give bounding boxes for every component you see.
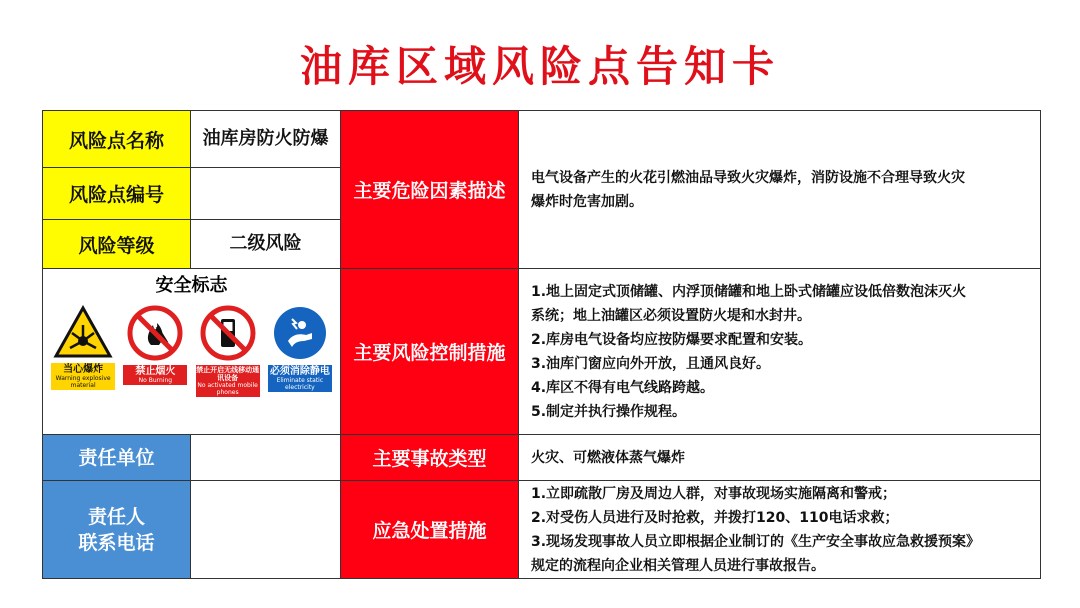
responsible-unit-label: 责任单位 — [43, 435, 191, 481]
emergency-value: 1.立即疏散厂房及周边人群，对事故现场实施隔离和警戒； 2.对受伤人员进行及时抢救，并拨打120、110电话求救； 3.现场发现事故人员立即根据企业制订的《生产安全事故应急救援预案》 规定的流程向企业相关管理人员进行事故报告。 — [519, 481, 1041, 579]
safety-signs-panel — [43, 269, 341, 435]
risk-notice-card — [42, 110, 1041, 579]
risk-level-label: 风险等级 — [43, 220, 191, 269]
sign-no-phone — [196, 305, 260, 397]
sign-explosion-label: 当心爆炸 Warning explosive material — [51, 363, 115, 390]
no-phone-icon — [200, 305, 256, 361]
risk-name-label: 风险点名称 — [43, 111, 191, 168]
risk-level-value: 二级风险 — [191, 220, 341, 269]
sign-static — [268, 305, 332, 397]
page-title: 油库区域风险点告知卡 — [299, 42, 780, 91]
safety-signs-title: 安全标志 — [155, 275, 228, 296]
emergency-label: 应急处置措施 — [341, 481, 519, 579]
no-fire-icon — [127, 305, 183, 361]
accident-types-value: 火灾、可燃液体蒸气爆炸 — [519, 435, 1041, 481]
explosion-warning-icon — [53, 305, 113, 359]
sign-no-fire-label: 禁止烟火 No Burning — [123, 365, 187, 385]
safety-signs-row — [43, 297, 340, 397]
contact-phone-value — [191, 481, 341, 579]
control-measures-value: 1.地上固定式顶储罐、内浮顶储罐和地上卧式储罐应设低倍数泡沫灭火 系统；地上油罐区必须设置防火堤和水封井。 2.库房电气设备均应按防爆要求配置和安装。 3.油库门窗应向外开放，且通风良好。 4.库区不得有电气线路跨越。 5.制定并执行操作规程。 — [519, 269, 1041, 435]
hazard-desc-value: 电气设备产生的火花引燃油品导致火灾爆炸，消防设施不合理导致火灾 爆炸时危害加剧。 — [519, 111, 1041, 269]
risk-name-value: 油库房防火防爆 — [191, 111, 341, 168]
responsible-unit-value — [191, 435, 341, 481]
accident-types-label: 主要事故类型 — [341, 435, 519, 481]
hazard-desc-label: 主要危险因素描述 — [341, 111, 519, 269]
sign-explosion — [51, 305, 115, 397]
responsible-person-label: 责任人 联系电话 — [43, 481, 191, 579]
sign-no-phone-label: 禁止开启无线移动通讯设备 No activated mobile phones — [196, 366, 260, 396]
risk-code-label: 风险点编号 — [43, 168, 191, 220]
sign-static-label: 必须消除静电 Eliminate static electricity — [269, 366, 330, 391]
risk-code-value — [191, 168, 341, 220]
control-measures-label: 主要风险控制措施 — [341, 269, 519, 435]
static-discharge-icon — [272, 305, 328, 361]
sign-no-fire — [123, 305, 187, 397]
